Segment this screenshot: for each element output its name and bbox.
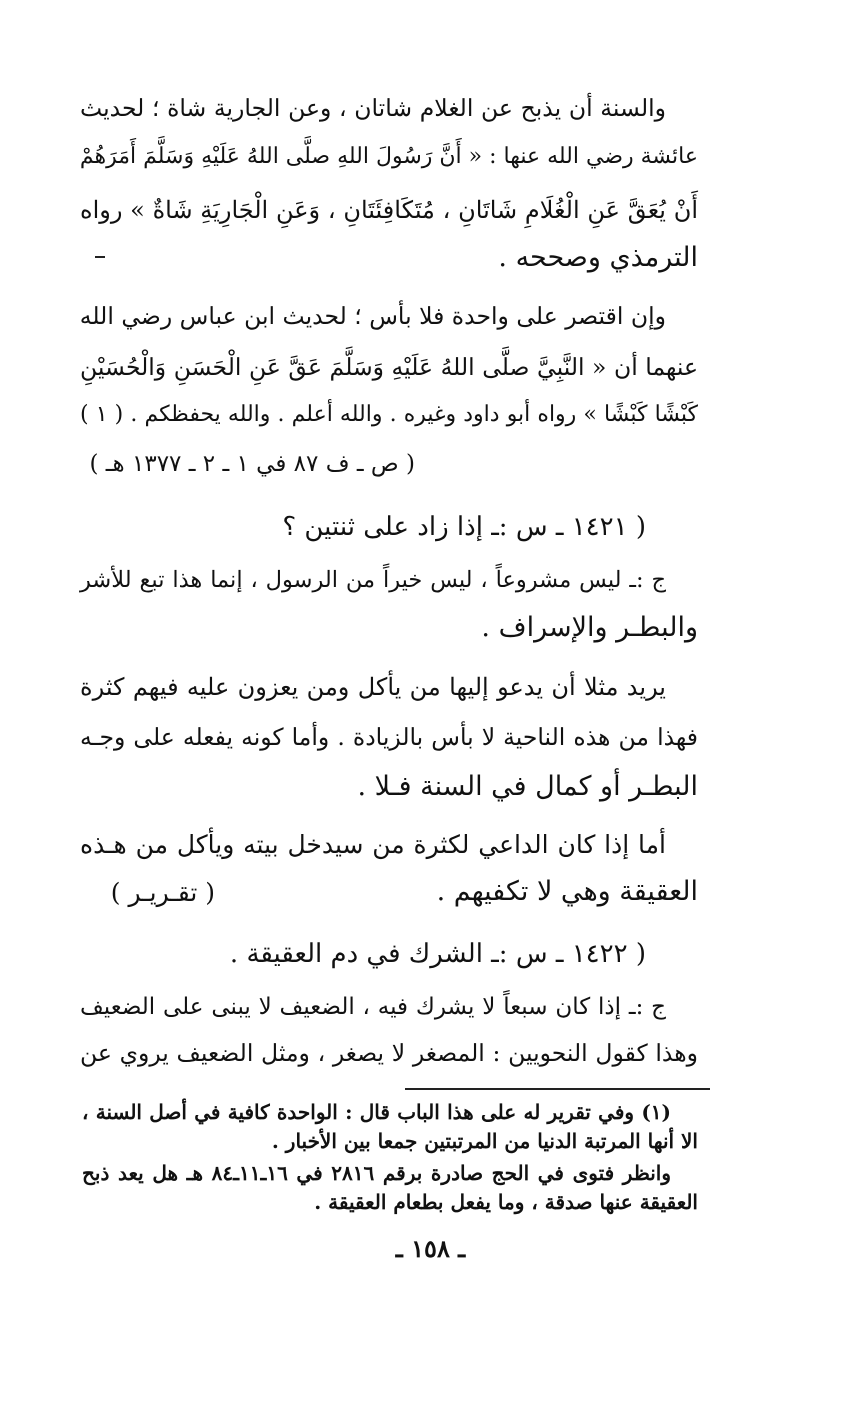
body-line: عنهما أن « النَّبِيَّ صلَّى اللهُ عَلَيْهِ وَسَلَّمَ عَقَّ عَنِ الْحَسَنِ وَالْحُسَيْنِ	[80, 353, 698, 381]
body-line: عائشة رضي الله عنها : « أَنَّ رَسُولَ اللهِ صلَّى اللهُ عَلَيْهِ وَسَلَّمَ أَمَرَهُمْ	[79, 144, 698, 169]
body-line: أَنْ يُعَقَّ عَنِ الْغُلَامِ شَاتَانِ ، مُتَكَافِئَتَانِ ، وَعَنِ الْجَارِيَةِ شَاةٌ » رواه	[80, 196, 698, 224]
body-line: والسنة أن يذبح عن الغلام شاتان ، وعن الجارية شاة ؛ لحديث	[80, 94, 666, 122]
footnote-line: (١) وفي تقرير له على هذا الباب قال : الواحدة كافية في أصل السنة ،	[82, 1100, 671, 1124]
body-line: أما إذا كان الداعي لكثرة من سيدخل بيته ويأكل من هـذه	[80, 830, 666, 859]
answer-line: ج :ـ ليس مشروعاً ، ليس خيراً من الرسول ، إنما هذا تبع للأشر	[80, 567, 666, 593]
body-line: فهذا من هذه الناحية لا بأس بالزيادة . وأما كونه يفعله على وجـه	[80, 723, 698, 751]
source-reference: ( ص ـ ف ٨٧ في ١ ـ ٢ ـ ١٣٧٧ هـ )	[89, 451, 415, 477]
source-reference: ( تقـريـر )	[110, 878, 215, 907]
body-line: وإن اقتصر على واحدة فلا بأس ؛ لحديث ابن عباس رضي الله	[79, 302, 666, 330]
body-line: البطـر أو كمال في السنة فـلا .	[357, 771, 698, 802]
footnote-line: وانظر فتوى في الحج صادرة برقم ٢٨١٦ في ١٦ـ١١ـ٨٤ هـ هل يعد ذبح	[82, 1161, 671, 1185]
footnote-separator	[405, 1088, 710, 1090]
footnote-line: الا أنها المرتبة الدنيا من المرتبتين جمعا بين الأخبار .	[271, 1129, 698, 1153]
footnote-line: العقيقة عنها صدقة ، وما يفعل بطعام العقيقة .	[314, 1190, 698, 1214]
answer-line: وهذا كقول النحويين : المصغر لا يصغر ، ومثل الضعيف يروي عن	[80, 1039, 698, 1067]
question-heading: ( ١٤٢١ ـ س :ـ إذا زاد على ثنتين ؟	[282, 512, 646, 542]
question-heading: ( ١٤٢٢ ـ س :ـ الشرك في دم العقيقة .	[229, 939, 646, 969]
body-line: الترمذي وصححه .	[498, 242, 698, 273]
body-line: يريد مثلا أن يدعو إليها من يأكل ومن يعزون عليه فيهم كثرة	[80, 673, 666, 701]
answer-line: ج :ـ إذا كان سبعاً لا يشرك فيه ، الضعيف لا يبنى على الضعيف	[80, 994, 666, 1020]
stray-mark	[95, 256, 105, 258]
body-line: العقيقة وهي لا تكفيهم .	[436, 876, 698, 907]
answer-line: والبطـر والإسراف .	[481, 612, 698, 643]
page-number: ـ ١٥٨ ـ	[395, 1234, 466, 1263]
body-line: كَبْشًا كَبْشًا » رواه أبو داود وغيره . والله أعلم . والله يحفظكم . ( ١ )	[80, 402, 699, 427]
